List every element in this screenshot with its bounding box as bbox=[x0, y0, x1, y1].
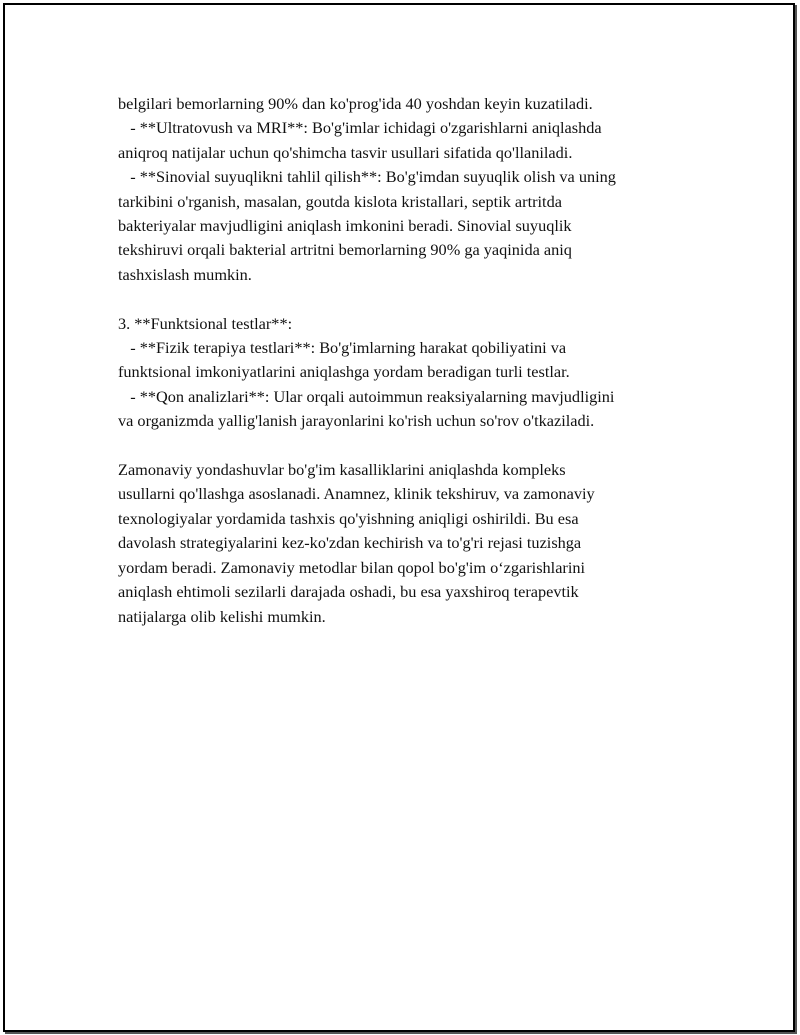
paragraph-gap bbox=[118, 434, 688, 458]
text-line: aniqlash ehtimoli sezilarli darajada oshadi, bu esa yaxshiroq terapevtik bbox=[118, 582, 579, 602]
text-line: yordam beradi. Zamonaviy metodlar bilan qopol bo'g'im o‘zgarishlarini bbox=[118, 557, 586, 577]
text-line: usullarni qo'llashga asoslanadi. Anamnez, klinik tekshiruv, va zamonaviy bbox=[118, 484, 595, 504]
text-line: tekshiruvi orqali bakterial artritni bemorlarning 90% ga yaqinida aniq bbox=[118, 240, 572, 260]
text-line: - **Ultratovush va MRI**: Bo'g'imlar ichidagi o'zgarishlarni aniqlashda bbox=[118, 118, 602, 138]
text-line: Zamonaviy yondashuvlar bo'g'im kasalliklarini aniqlashda kompleks bbox=[118, 460, 566, 480]
text-line: davolash strategiyalarini kez-ko'zdan kechirish va to'g'ri rejasi tuzishga bbox=[118, 533, 582, 553]
text-line: - **Fizik terapiya testlari**: Bo'g'imlarning harakat qobiliyatini va bbox=[118, 338, 567, 358]
text-line: va organizmda yallig'lanish jarayonlarini ko'rish uchun so'rov o'tkaziladi. bbox=[118, 411, 595, 431]
paragraph-gap bbox=[118, 287, 688, 311]
text-line: tarkibini o'rganish, masalan, goutda kislota kristallari, septik artritda bbox=[118, 191, 562, 211]
text-line: belgilari bemorlarning 90% dan ko'prog'ida 40 yoshdan keyin kuzatiladi. bbox=[118, 94, 593, 113]
text-line: - **Qon analizlari**: Ular orqali autoimmun reaksiyalarning mavjudligini bbox=[118, 386, 615, 406]
text-line: aniqroq natijalar uchun qo'shimcha tasvir usullari sifatida qo'llaniladi. bbox=[118, 142, 573, 162]
text-line: bakteriyalar mavjudligini aniqlash imkonini beradi. Sinovial suyuqlik bbox=[118, 216, 572, 236]
text-line: natijalarga olib kelishi mumkin. bbox=[118, 606, 326, 626]
functional-tests-section bbox=[118, 312, 688, 434]
text-line: - **Sinovial suyuqlikni tahlil qilish**: Bo'g'imdan suyuqlik olish va uning bbox=[118, 167, 616, 187]
conclusion-paragraph bbox=[118, 458, 688, 629]
section-continuation bbox=[118, 92, 688, 287]
text-line: funktsional imkoniyatlarini aniqlashga yordam beradigan turli testlar. bbox=[118, 362, 570, 382]
document-body bbox=[118, 92, 688, 629]
section-heading: 3. **Funktsional testlar**: bbox=[118, 313, 293, 333]
text-line: texnologiyalar yordamida tashxis qo'yishning aniqligi oshirildi. Bu esa bbox=[118, 508, 579, 528]
text-line: tashxislash mumkin. bbox=[118, 264, 252, 284]
